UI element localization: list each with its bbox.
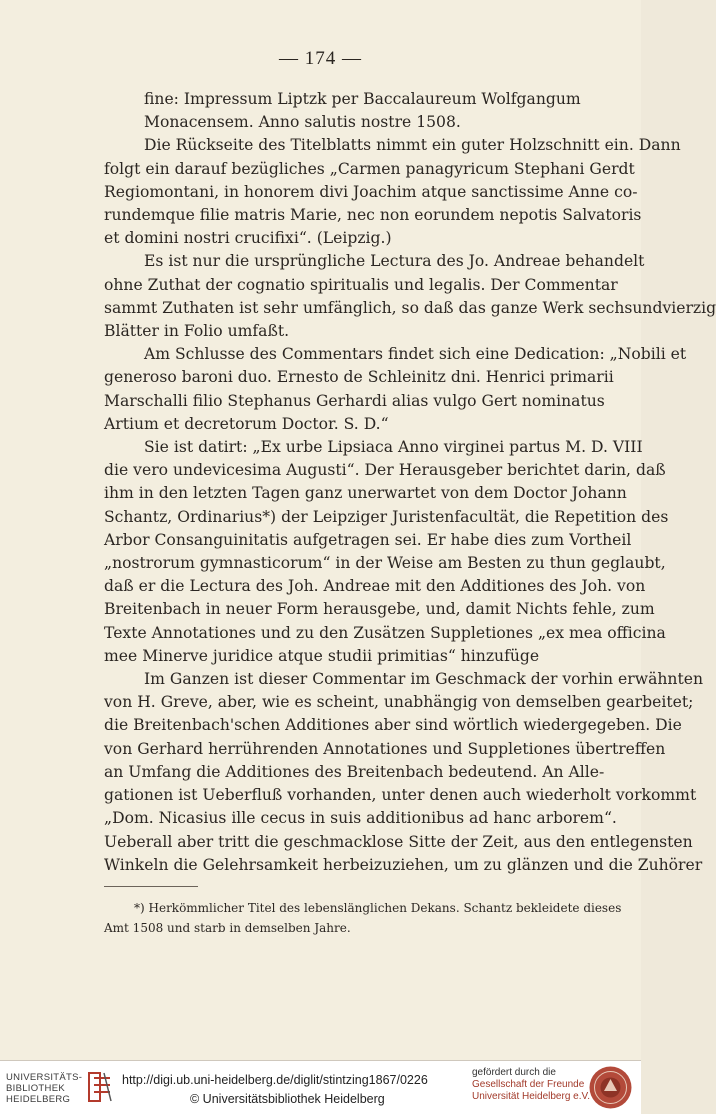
footnote-line-1: *) Herkömmlicher Titel des lebenslänglichen Dekans. Schantz bekleidete dieses [134, 901, 622, 915]
library-logo-line-1: UNIVERSITÄTS- [6, 1072, 83, 1083]
text-line: Ueberall aber tritt die geschmacklose Sitte der Zeit, aus den entlegensten [104, 832, 693, 851]
text-line: die vero undevicesima Augusti“. Der Herausgeber berichtet darin, daß [104, 461, 666, 480]
text-line: et domini nostri crucifixi“. (Leipzig.) [104, 229, 392, 248]
sponsor-name-line-2: Universität Heidelberg e.V. [472, 1091, 591, 1102]
text-line: Regiomontani, in honorem divi Joachim atque sanctissime Anne co- [104, 182, 638, 201]
text-line: von H. Greve, aber, wie es scheint, unabhängig von demselben gearbeitet; [104, 693, 694, 712]
library-logo-line-3: HEIDELBERG [6, 1094, 71, 1105]
body-text [104, 88, 716, 877]
text-line: Marschalli filio Stephanus Gerhardi alias vulgo Gert nominatus [104, 391, 605, 410]
text-line: an Umfang die Additiones des Breitenbach bedeutend. An Alle- [104, 762, 605, 781]
text-line: Die Rückseite des Titelblatts nimmt ein guter Holzschnitt ein. Dann [144, 136, 681, 155]
page-number: — 174 — [279, 48, 362, 69]
text-line: Breitenbach in neuer Form herausgebe, und, damit Nichts fehle, zum [104, 600, 655, 619]
footnote-line-2: Amt 1508 und starb in demselben Jahre. [104, 921, 351, 935]
sponsor-name-line-1: Gesellschaft der Freunde [472, 1079, 585, 1090]
text-line: Am Schlusse des Commentars findet sich eine Dedication: „Nobili et [144, 345, 687, 364]
text-line: Im Ganzen ist dieser Commentar im Geschmack der vorhin erwähnten [144, 670, 704, 689]
sponsor-name [472, 1079, 590, 1103]
copyright-text: © Universitätsbibliothek Heidelberg [190, 1092, 385, 1106]
library-emblem-icon [86, 1070, 114, 1104]
text-line: fine: Impressum Liptzk per Baccalaureum Wolfgangum [144, 90, 581, 108]
text-line: daß er die Lectura des Joh. Andreae mit den Additiones des Joh. von [104, 577, 646, 596]
text-line: Artium et decretorum Doctor. S. D.“ [104, 414, 389, 433]
footnote-separator [104, 886, 198, 887]
text-line: Schantz, Ordinarius*) der Leipziger Juristenfacultät, die Repetition des [104, 507, 669, 526]
text-line: ohne Zuthat der cognatio spiritualis und legalis. Der Commentar [104, 275, 618, 294]
university-seal-icon [588, 1065, 633, 1110]
text-line: Sie ist datirt: „Ex urbe Lipsiaca Anno virginei partus M. D. VIII [144, 438, 643, 457]
text-line: rundemque filie matris Marie, nec non eorundem nepotis Salvatoris [104, 206, 642, 225]
text-line: ihm in den letzten Tagen ganz unerwartet von dem Doctor Johann [104, 484, 627, 503]
text-line: folgt ein darauf bezügliches „Carmen panagyricum Stephani Gerdt [104, 159, 635, 178]
text-line: Winkeln die Gelehrsamkeit herbeizuziehen, um zu glänzen und die Zuhörer [104, 855, 703, 874]
text-line: Monacensem. Anno salutis nostre 1508. [144, 113, 461, 132]
text-line: mee Minerve juridice atque studii primitias“ hinzufüge [104, 646, 540, 665]
page-url-link[interactable]: http://digi.ub.uni-heidelberg.de/diglit/stintzing1867/0226 [122, 1073, 428, 1087]
text-line: Blätter in Folio umfaßt. [104, 322, 290, 341]
text-line: Es ist nur die ursprüngliche Lectura des Jo. Andreae behandelt [144, 252, 645, 271]
footnote [104, 898, 624, 938]
text-line: generoso baroni duo. Ernesto de Schleinitz dni. Henrici primarii [104, 368, 614, 387]
text-line: Arbor Consanguinitatis aufgetragen sei. Er habe dies zum Vortheil [104, 530, 632, 549]
text-line: gationen ist Ueberfluß vorhanden, unter denen auch wiederholt vorkommt [104, 786, 697, 805]
text-line: sammt Zuthaten ist sehr umfänglich, so daß das ganze Werk sechsundvierzig [104, 298, 716, 317]
footer-bar [0, 1060, 641, 1114]
text-line: Texte Annotationes und zu den Zusätzen Suppletiones „ex mea officina [104, 623, 666, 642]
text-line: „Dom. Nicasius ille cecus in suis additionibus ad hanc arborem“. [104, 809, 617, 828]
text-line: die Breitenbach'schen Additiones aber sind wörtlich wiedergegeben. Die [104, 716, 682, 735]
library-logo [6, 1072, 82, 1105]
text-line: „nostrorum gymnasticorum“ in der Weise am Besten zu thun geglaubt, [104, 554, 666, 573]
library-logo-line-2: BIBLIOTHEK [6, 1083, 65, 1094]
text-line: von Gerhard herrührenden Annotationes und Suppletiones übertreffen [104, 739, 666, 758]
sponsor-prefix: gefördert durch die [472, 1067, 556, 1078]
